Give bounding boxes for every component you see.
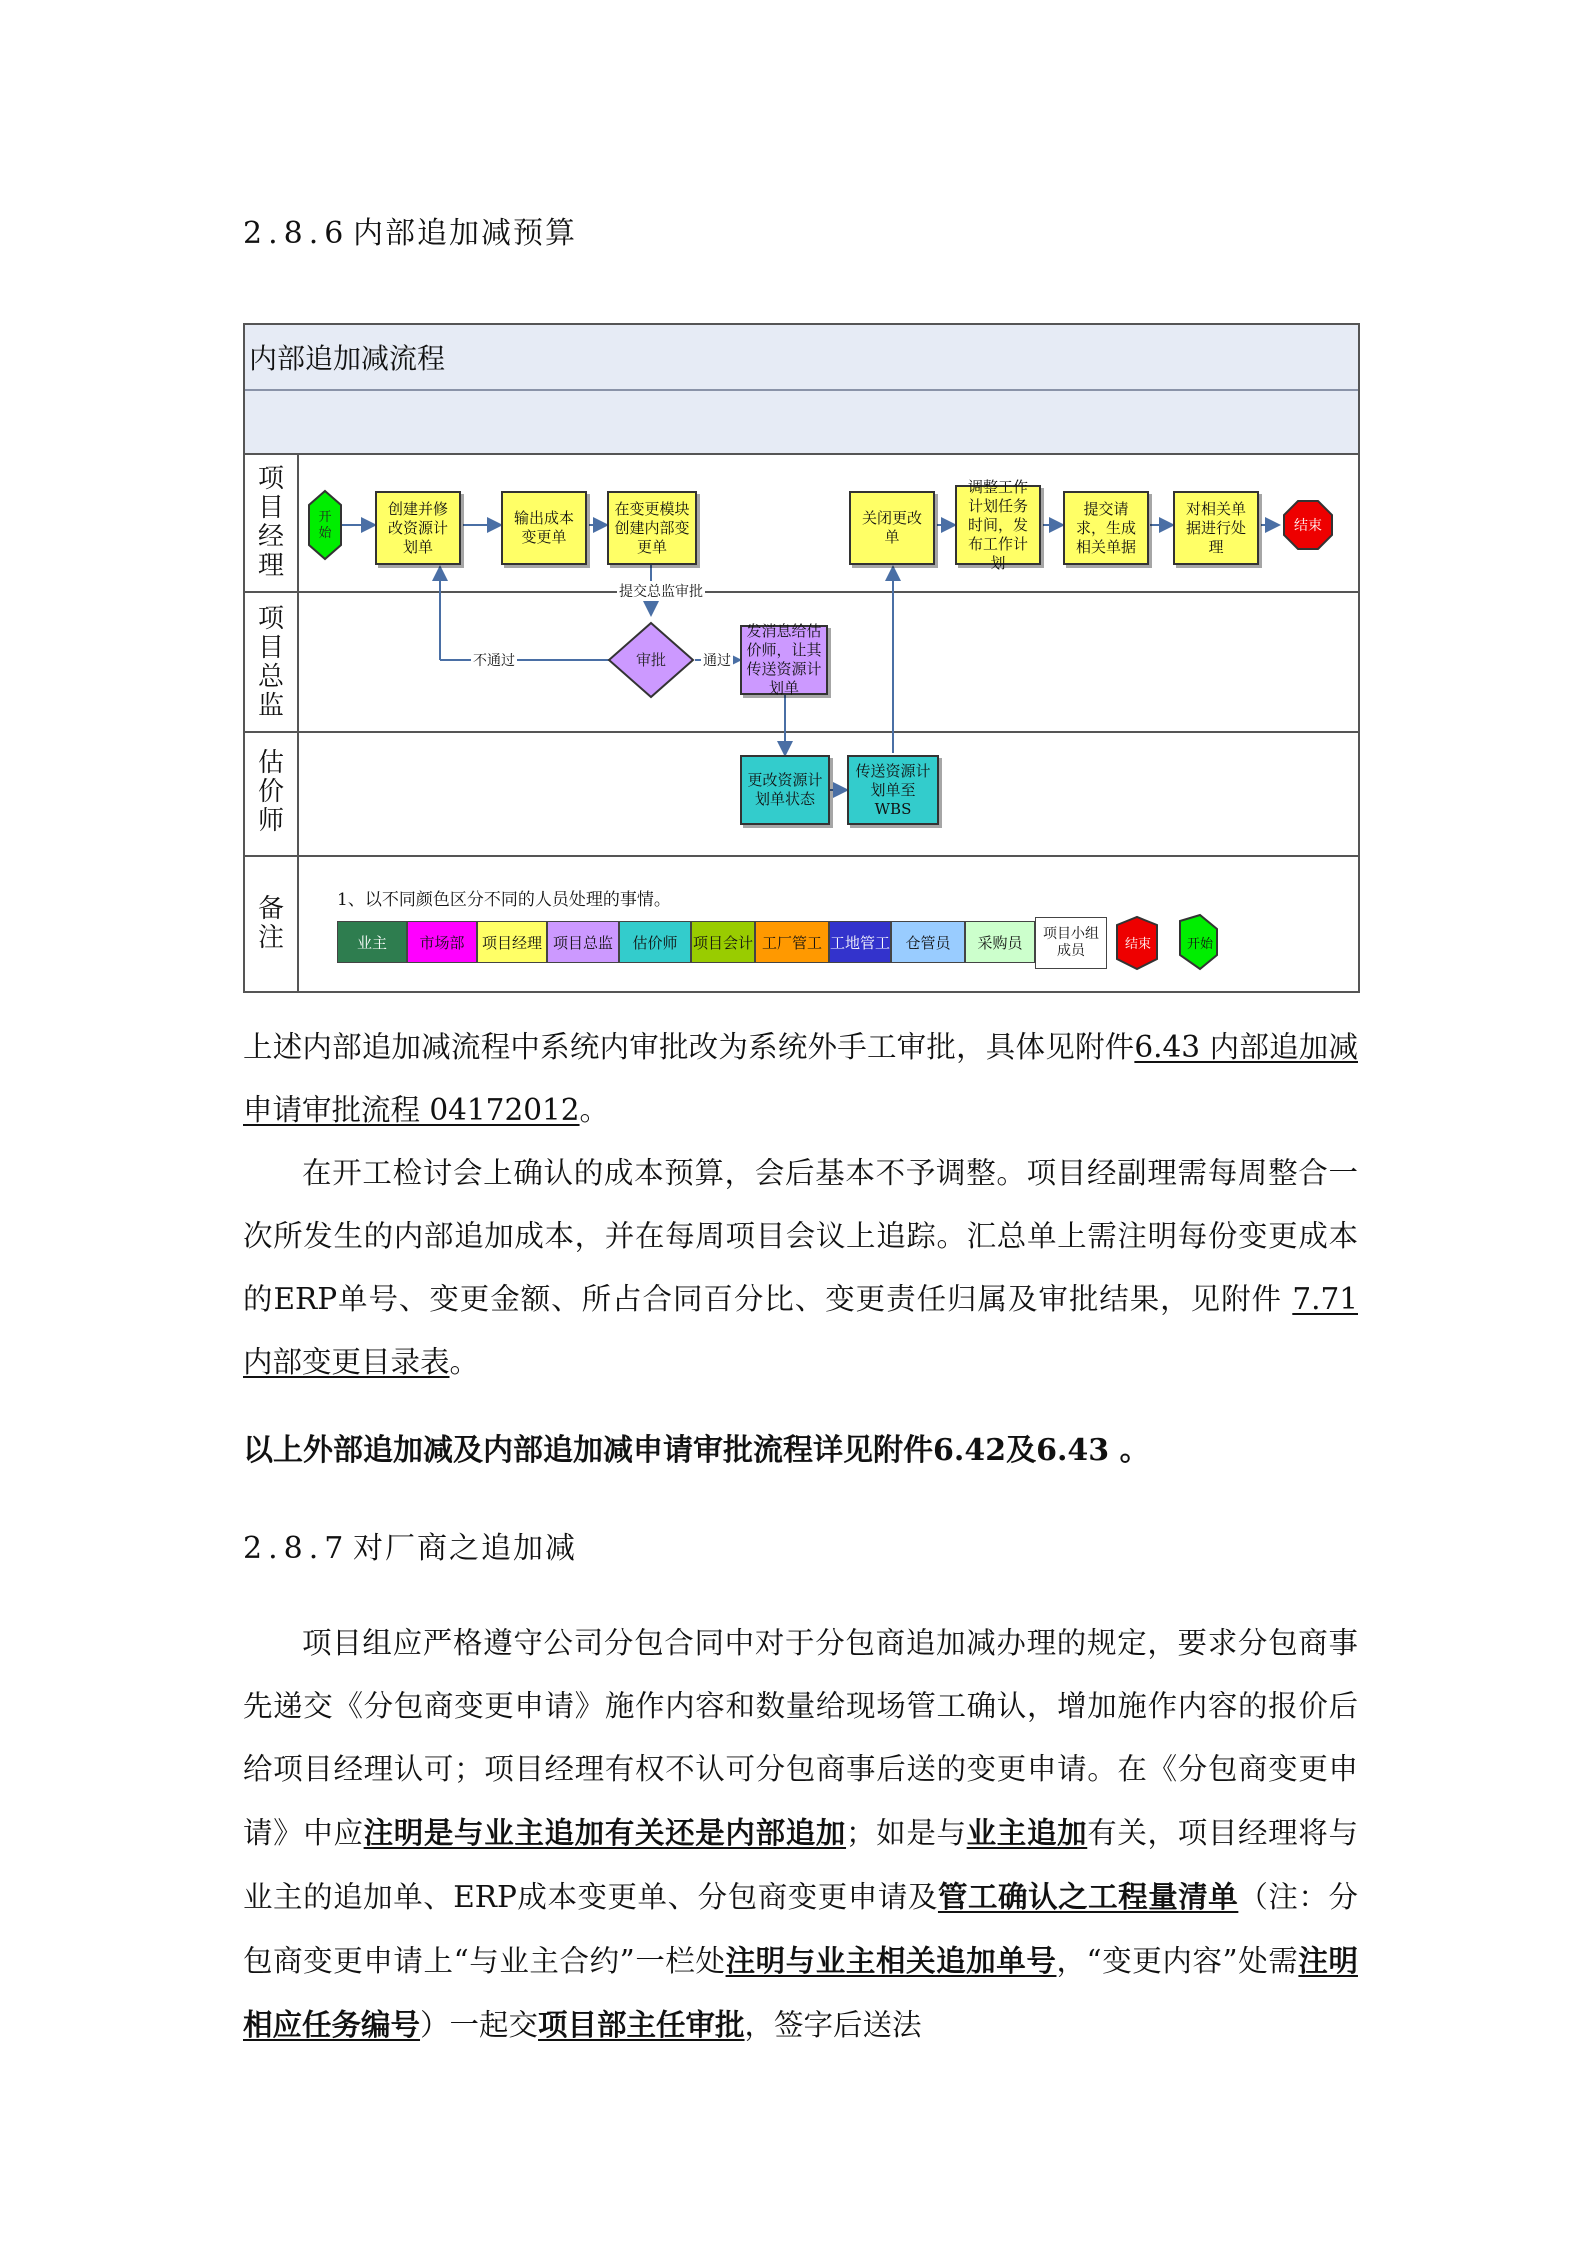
section-number: 2.8.7 xyxy=(243,1531,350,1566)
paragraph-3: 项目组应严格遵守公司分包合同中对于分包商追加减办理的规定，要求分包商事先递交《分包商变更申请》施作内容和数量给现场管工确认，增加施作内容的报价后给项目经理认可；项目经理有权不认可分包商事后送的变更申请。在《分包商变更申请》中应注明是与业主追加有关还是内部追加；如是与业主追加有关，项目经理将与业主的追加单、ERP成本变更单、分包商变更申请及管工确认之工程量清单（注：分包商变更申请上“与业主合约”一栏处注明与业主相关追加单号，“变更内容”处需注明相应任务编号）一起交项目部主任审批，签字后送法 xyxy=(243,1626,1358,2042)
label-pass: 通过 xyxy=(701,650,733,670)
node-adjust-work-plan: 调整工作计划任务时间，发布工作计划 xyxy=(955,485,1041,565)
node-close-change: 关闭更改单 xyxy=(849,491,935,565)
diagram-title: 内部追加减流程 xyxy=(249,342,446,375)
legend-end: 结束 xyxy=(1124,937,1151,952)
lane-label-project-manager: 项 目 经 理 xyxy=(257,464,284,581)
node-change-plan-status: 更改资源计划单状态 xyxy=(740,755,830,825)
paragraph-1-text: 上述内部追加减流程中系统内审批改为系统外手工审批，具体见附件 xyxy=(243,1030,1135,1064)
node-output-cost-change: 输出成本变更单 xyxy=(501,491,587,565)
section-number: 2.8.6 xyxy=(243,216,350,251)
legend-project-accountant: 项目会计 xyxy=(691,921,755,963)
node-create-internal-change: 在变更模块创建内部变更单 xyxy=(607,491,697,565)
emphasis-note-owner-or-internal: 注明是与业主追加有关还是内部追加 xyxy=(363,1815,847,1850)
emphasis-task-number: 注明相应任务编号 xyxy=(243,1943,1358,2042)
section-title: 对厂商之追加减 xyxy=(353,1531,577,1566)
emphasis-owner-addition-number: 注明与业主相关追加单号 xyxy=(725,1943,1057,1978)
bold-summary-line: 以上外部追加减及内部追加减申请审批流程详见附件6.42及6.43 。 xyxy=(243,1433,1150,1468)
legend-project-supervisor: 项目总监 xyxy=(547,921,619,963)
legend-purchaser: 采购员 xyxy=(965,921,1035,963)
emphasis-quantity-list: 管工确认之工程量清单 xyxy=(937,1879,1239,1914)
lane-label-notes: 备 注 xyxy=(257,894,284,953)
legend-shapes xyxy=(245,325,1358,991)
start-label-1: 开 xyxy=(318,510,332,525)
legend-warehouse-keeper: 仓管员 xyxy=(891,921,965,963)
note-text: 1、以不同颜色区分不同的人员处理的事情。 xyxy=(337,890,671,910)
node-submit-request: 提交请求，生成相关单据 xyxy=(1063,491,1149,565)
legend-team-member: 项目小组成员 xyxy=(1035,917,1107,969)
section-heading-2-8-6 xyxy=(243,208,577,252)
label-submit-review: 提交总监审批 xyxy=(617,581,705,601)
legend-factory-foreman: 工厂管工 xyxy=(755,921,829,963)
legend-owner: 业主 xyxy=(337,921,407,963)
attachment-link-7-71[interactable]: 7.71 内部变更目录表 xyxy=(243,1282,1358,1379)
start-label-2: 始 xyxy=(318,526,332,541)
node-process-documents: 对相关单据进行处理 xyxy=(1173,491,1259,565)
legend-project-manager: 项目经理 xyxy=(477,921,547,963)
paragraph-2: 在开工检讨会上确认的成本预算，会后基本不予调整。项目经副理需每周整合一次所发生的内部追加成本，并在每周项目会议上追踪。汇总单上需注明每份变更成本的ERP单号、变更金额、所占合同百分比、变更责任归属及审批结果，见附件 7.71 内部变更目录表。 xyxy=(243,1156,1358,1379)
paragraph-2-text: 在开工检讨会上确认的成本预算，会后基本不予调整。项目经副理需每周整合一次所发生的内部追加成本，并在每周项目会议上追踪。汇总单上需注明每份变更成本的ERP单号、变更金额、所占合同百分比、变更责任归属及审批结果，见附件 xyxy=(243,1156,1358,1316)
lane-label-estimator: 估 价 师 xyxy=(257,748,284,836)
diagram-frame xyxy=(243,323,1360,993)
emphasis-director-approval: 项目部主任审批 xyxy=(538,2007,745,2042)
paragraph-1: 上述内部追加减流程中系统内审批改为系统外手工审批，具体见附件6.43 内部追加减申请审批流程 04172012。 xyxy=(243,1030,1358,1127)
approve-label: 审批 xyxy=(635,651,667,669)
flow-diagram xyxy=(243,323,1358,991)
node-send-plan-to-wbs: 传送资源计划单至WBS xyxy=(847,755,939,825)
node-send-to-estimator: 发消息给估价师，让其传送资源计划单 xyxy=(740,625,828,695)
attachment-link-6-43[interactable]: 6.43 内部追加减申请审批流程 04172012 xyxy=(243,1030,1358,1127)
end-label: 结束 xyxy=(1294,518,1322,534)
legend-estimator: 估价师 xyxy=(619,921,691,963)
section-heading-2-8-7 xyxy=(243,1523,577,1567)
legend-marketing: 市场部 xyxy=(407,921,477,963)
lane-label-project-supervisor: 项 目 总 监 xyxy=(257,604,284,721)
node-create-resource-plan: 创建并修改资源计划单 xyxy=(375,491,461,565)
section-title: 内部追加减预算 xyxy=(353,216,577,251)
label-reject: 不通过 xyxy=(471,650,517,670)
emphasis-owner-addition: 业主追加 xyxy=(966,1815,1088,1850)
legend-site-foreman: 工地管工 xyxy=(829,921,891,963)
legend-start: 开始 xyxy=(1186,937,1213,952)
